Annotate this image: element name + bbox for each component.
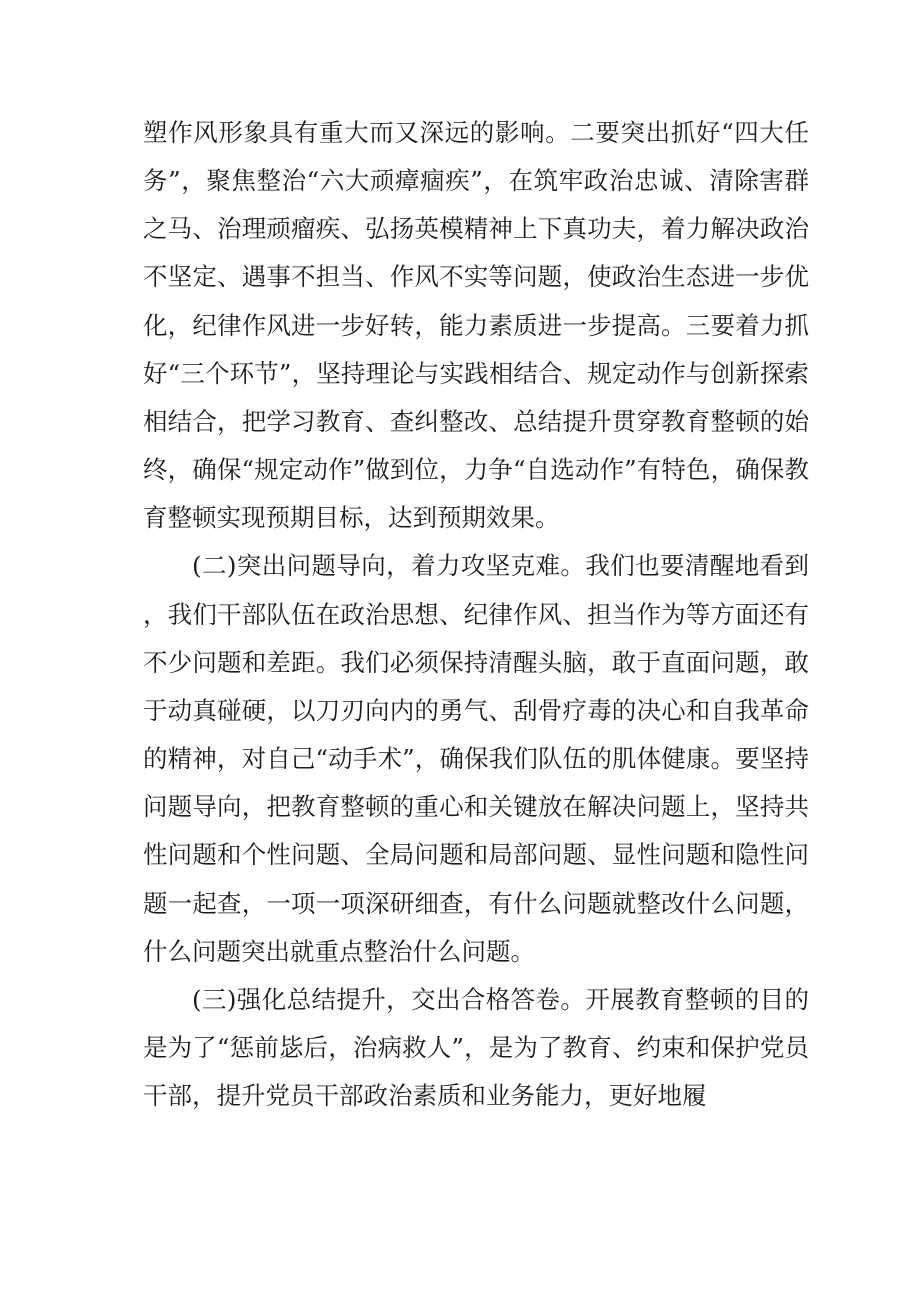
paragraph-summary-improvement: (三)强化总结提升，交出合格答卷。开展教育整顿的目的是为了“惩前毖后，治病救人”，是为了教育、约束和保护党员干部，提升党员干部政治素质和业务能力，更好地履 (143, 984, 809, 1111)
document-body (143, 109, 809, 1120)
paragraph-continuation: 塑作风形象具有重大而又深远的影响。二要突出抓好“四大任务”，聚焦整治“六大顽瘴痼疾”，在筑牢政治忠诚、清除害群之马、治理顽瘤疾、弘扬英模精神上下真功夫，着力解决政治不坚定、遇事不担当、作风不实等问题，使政治生态进一步优化，纪律作风进一步好转，能力素质进一步提高。三要着力抓好“三个环节”，坚持理论与实践相结合、规定动作与创新探索相结合，把学习教育、查纠整改、总结提升贯穿教育整顿的始终，确保“规定动作”做到位，力争“自选动作”有特色，确保教育整顿实现预期目标，达到预期效果。 (143, 118, 809, 533)
paragraph-problem-orientation: (二)突出问题导向，着力攻坚克难。我们也要清醒地看到，我们干部队伍在政治思想、纪律作风、担当作为等方面还有不少问题和差距。我们必须保持清醒头脑，敢于直面问题，敢于动真碰硬，以刀刃向内的勇气、刮骨疗毒的决心和自我革命的精神，对自己“动手术”，确保我们队伍的肌体健康。要坚持问题导向，把教育整顿的重心和关键放在解决问题上，坚持共性问题和个性问题、全局问题和局部问题、显性问题和隐性问题一起查，一项一项深研细查，有什么问题就整改什么问题，什么问题突出就重点整治什么问题。 (143, 551, 809, 966)
